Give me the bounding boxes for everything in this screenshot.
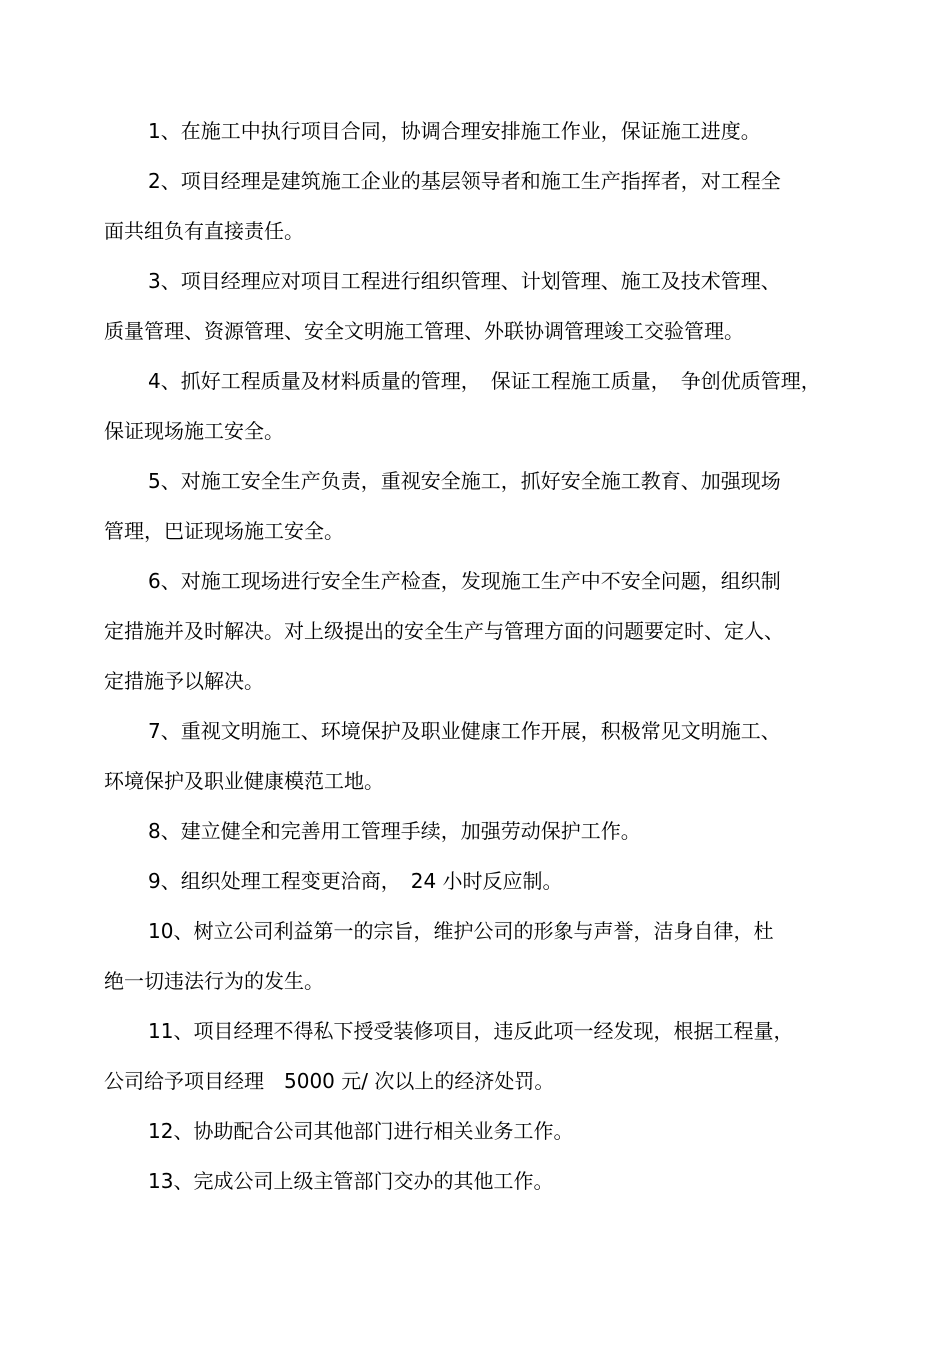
item-11-line-2: 公司给予项目经理 5000 元/ 次以上的经济处罚。: [104, 1069, 555, 1093]
item-7-line-2: 环境保护及职业健康模范工地。: [104, 769, 384, 793]
item-7-line-1: 7、重视文明施工、环境保护及职业健康工作开展，积极常见文明施工、: [148, 719, 781, 743]
item-6-line-1: 6、对施工现场进行安全生产检查，发现施工生产中不安全问题，组织制: [148, 569, 781, 593]
item-2-line-2: 面共组负有直接责任。: [104, 219, 304, 243]
item-5-line-1: 5、对施工安全生产负责，重视安全施工，抓好安全施工教育、加强现场: [148, 469, 781, 493]
item-2-line-1: 2、项目经理是建筑施工企业的基层领导者和施工生产指挥者，对工程全: [148, 169, 781, 193]
item-6-line-2: 定措施并及时解决。对上级提出的安全生产与管理方面的问题要定时、定人、: [104, 619, 784, 643]
item-4-line-2: 保证现场施工安全。: [104, 419, 284, 443]
item-4-line-1: 4、抓好工程质量及材料质量的管理， 保证工程施工质量， 争创优质管理，: [148, 369, 821, 393]
item-1-line-1: 1、在施工中执行项目合同，协调合理安排施工作业，保证施工进度。: [148, 119, 761, 143]
item-11-line-1: 11、项目经理不得私下授受装修项目，违反此项一经发现，根据工程量，: [148, 1019, 794, 1043]
item-8-line-1: 8、建立健全和完善用工管理手续，加强劳动保护工作。: [148, 819, 641, 843]
item-3-line-1: 3、项目经理应对项目工程进行组织管理、计划管理、施工及技术管理、: [148, 269, 781, 293]
item-10-line-2: 绝一切违法行为的发生。: [104, 969, 324, 993]
item-3-line-2: 质量管理、资源管理、安全文明施工管理、外联协调管理竣工交验管理。: [104, 319, 744, 343]
item-12-line-1: 12、协助配合公司其他部门进行相关业务工作。: [148, 1119, 574, 1143]
item-10-line-1: 10、树立公司利益第一的宗旨，维护公司的形象与声誉，洁身自律，杜: [148, 919, 774, 943]
item-9-line-1: 9、组织处理工程变更洽商， 24 小时反应制。: [148, 869, 563, 893]
item-13-line-1: 13、完成公司上级主管部门交办的其他工作。: [148, 1169, 554, 1193]
item-5-line-2: 管理，巴证现场施工安全。: [104, 519, 344, 543]
item-6-line-3: 定措施予以解决。: [104, 669, 264, 693]
